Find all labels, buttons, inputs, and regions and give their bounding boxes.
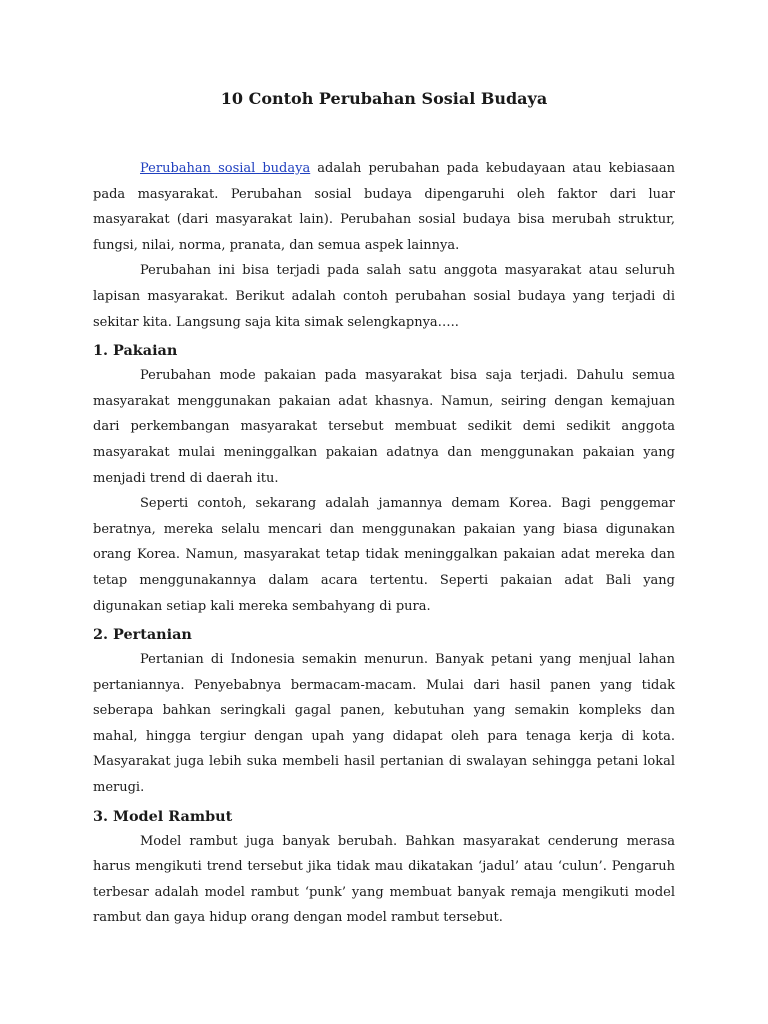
link-perubahan-sosial-budaya[interactable]: Perubahan sosial budaya (140, 161, 311, 176)
document-page (93, 88, 675, 931)
section-pertanian-paragraph-1: Pertanian di Indonesia semakin menurun. Banyak petani yang menjual lahan pertaniannya. Penyebabnya bermacam-macam. Mulai dari hasil panen yang tidak seberapa bahkan seringkali gagal panen, kebutuhan yang semakin kompleks dan mahal, hingga tergiur dengan upah yang didapat oleh para tenaga kerja di kota. Masyarakat juga lebih suka membeli hasil pertanian di swalayan sehingga petani lokal merugi. (93, 652, 675, 796)
section-pakaian-paragraph-2: Seperti contoh, sekarang adalah jamannya demam Korea. Bagi penggemar beratnya, mereka selalu mencari dan menggunakan pakaian yang biasa digunakan orang Korea. Namun, masyarakat tetap tidak meninggalkan pakaian adat mereka dan tetap menggunakannya dalam acara tertentu. Seperti pakaian adat Bali yang digunakan setiap kali mereka sembahyang di pura. (93, 496, 675, 614)
section-pakaian-paragraph-1: Perubahan mode pakaian pada masyarakat bisa saja terjadi. Dahulu semua masyarakat menggunakan pakaian adat khasnya. Namun, seiring dengan kemajuan dari perkembangan masyarakat tersebut membuat sedikit demi sedikit anggota masyarakat mulai meninggalkan pakaian adatnya dan menggunakan pakaian yang menjadi trend di daerah itu. (93, 368, 675, 486)
section-heading-pakaian: 1. Pakaian (93, 342, 178, 360)
page-title: 10 Contoh Perubahan Sosial Budaya (220, 89, 548, 108)
intro-paragraph-1-text: adalah perubahan pada kebudayaan atau kebiasaan pada masyarakat. Perubahan sosial budaya dipengaruhi oleh faktor dari luar masyarakat (dari masyarakat lain). Perubahan sosial budaya bisa merubah struktur, fungsi, nilai, norma, pranata, dan semua aspek lainnya. (93, 161, 675, 253)
section-heading-pertanian: 2. Pertanian (93, 626, 192, 644)
intro-paragraph-1 (93, 156, 675, 258)
intro-paragraph-2: Perubahan ini bisa terjadi pada salah satu anggota masyarakat atau seluruh lapisan masyarakat. Berikut adalah contoh perubahan sosial budaya yang terjadi di sekitar kita. Langsung saja kita simak selengkapnya….. (93, 263, 675, 330)
section-heading-model-rambut: 3. Model Rambut (93, 807, 233, 825)
section-model-rambut-paragraph-1: Model rambut juga banyak berubah. Bahkan masyarakat cenderung merasa harus mengikuti trend tersebut jika tidak mau dikatakan ‘jadul’ atau ‘culun’. Pengaruh terbesar adalah model rambut ‘punk’ yang membuat banyak remaja mengikuti model rambut dan gaya hidup orang dengan model rambut tersebut. (93, 833, 675, 926)
